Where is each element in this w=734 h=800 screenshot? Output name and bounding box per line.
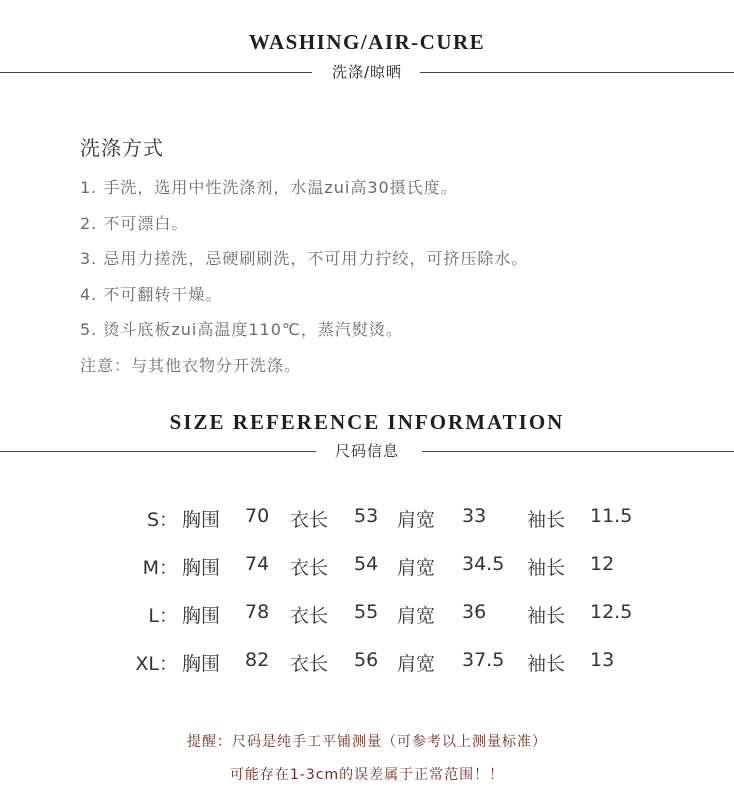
sleeve-value: 12.5	[590, 601, 633, 623]
size-row-xl	[0, 649, 734, 697]
chest-label: 胸围	[182, 557, 221, 579]
chest-label: 胸围	[182, 653, 221, 675]
washing-instructions	[80, 132, 528, 388]
sleeve-label: 袖长	[527, 509, 566, 531]
length-label: 衣长	[290, 557, 329, 579]
shoulder-label: 肩宽	[397, 653, 436, 675]
sleeve-label: 袖长	[527, 557, 566, 579]
size-table	[0, 505, 734, 697]
washing-subtitle-divider	[0, 62, 734, 82]
length-label: 衣长	[290, 509, 329, 531]
size-subtitle-divider	[0, 441, 734, 461]
chest-value: 82	[245, 649, 270, 671]
error-range-note: 可能存在1-3cm的误差属于正常范围！！	[229, 767, 505, 783]
size-row-l	[0, 601, 734, 649]
size-row-s	[0, 505, 734, 553]
chest-value: 74	[245, 553, 270, 575]
chest-label: 胸围	[182, 605, 221, 627]
sleeve-value: 11.5	[590, 505, 633, 527]
divider-line-right	[420, 72, 734, 73]
washing-section-title: WASHING/AIR-CURE	[248, 30, 486, 54]
size-label: L：	[148, 605, 178, 627]
sleeve-label: 袖长	[527, 605, 566, 627]
shoulder-label: 肩宽	[397, 605, 436, 627]
shoulder-value: 33	[462, 505, 487, 527]
chest-value: 70	[245, 505, 270, 527]
washing-subtitle: 洗涤/晾晒	[331, 63, 403, 81]
sleeve-value: 12	[590, 553, 615, 575]
washing-line: 3. 忌用力搓洗，忌硬刷刷洗，不可用力拧绞，可挤压除水。	[80, 249, 529, 268]
shoulder-label: 肩宽	[397, 557, 436, 579]
sleeve-value: 13	[590, 649, 615, 671]
size-label: XL：	[135, 653, 178, 675]
washing-line: 2. 不可漂白。	[80, 213, 189, 233]
measurement-reminder: 提醒：尺码是纯手工平铺测量（可参考以上测量标准）	[187, 734, 547, 750]
length-label: 衣长	[290, 605, 329, 627]
sleeve-label: 袖长	[527, 653, 566, 675]
washing-heading: 洗涤方式	[80, 136, 164, 160]
washing-line: 5. 烫斗底板zui高温度110℃，蒸汽熨烫。	[80, 320, 403, 339]
length-label: 衣长	[290, 653, 329, 675]
size-section-title: SIZE REFERENCE INFORMATION	[169, 410, 565, 434]
chest-value: 78	[245, 601, 270, 623]
size-label: S：	[146, 509, 178, 531]
shoulder-label: 肩宽	[397, 509, 436, 531]
length-value: 54	[354, 553, 379, 575]
size-subtitle: 尺码信息	[334, 442, 399, 460]
chest-label: 胸围	[182, 509, 221, 531]
shoulder-value: 37.5	[462, 649, 505, 671]
length-value: 55	[354, 601, 379, 623]
washing-line: 4. 不可翻转干燥。	[80, 284, 223, 304]
washing-note: 注意：与其他衣物分开洗涤。	[80, 355, 302, 375]
divider-line-right	[422, 451, 734, 452]
length-value: 56	[354, 649, 379, 671]
size-label: M：	[142, 557, 178, 579]
size-row-m	[0, 553, 734, 601]
length-value: 53	[354, 505, 379, 527]
shoulder-value: 36	[462, 601, 487, 623]
washing-line: 1. 手洗，选用中性洗涤剂，水温zui高30摄氏度。	[80, 178, 458, 197]
shoulder-value: 34.5	[462, 553, 505, 575]
